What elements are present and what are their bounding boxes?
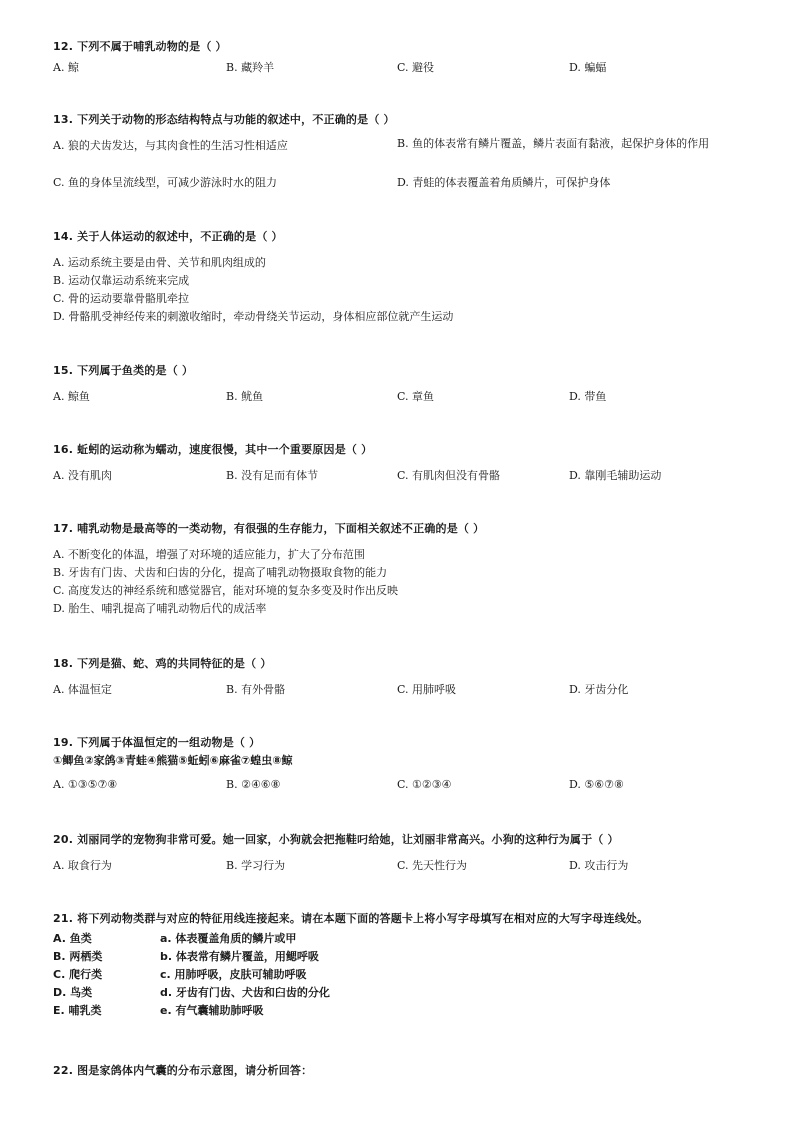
question-stem: 21. 将下列动物类群与对应的特征用线连接起来。请在本题下面的答题卡上将小写字母填写在相对应的大写字母连线处。	[53, 912, 649, 925]
question-stem: 12. 下列不属于哺乳动物的是（ ）	[53, 40, 227, 53]
option-a: A. 没有肌肉	[53, 469, 112, 482]
question-stem: 18. 下列是猫、蛇、鸡的共同特征的是（ ）	[53, 657, 272, 670]
option-d: D. ⑤⑥⑦⑧	[569, 778, 624, 791]
option-b: B. ②④⑥⑧	[226, 778, 281, 791]
question-stem: 17. 哺乳动物是最高等的一类动物，有很强的生存能力，下面相关叙述不正确的是（ ）	[53, 522, 485, 535]
option-a: A. 不断变化的体温，增强了对环境的适应能力，扩大了分布范围	[53, 548, 365, 561]
option-a: A. 体温恒定	[53, 683, 112, 696]
option-b: B. 鱼的体表常有鳞片覆盖，鳞片表面有黏液，起保护身体的作用	[397, 137, 710, 150]
question-stem: 19. 下列属于体温恒定的一组动物是（ ）	[53, 736, 261, 749]
option-d: D. 带鱼	[569, 390, 607, 403]
group-c: C. 爬行类	[53, 968, 103, 981]
option-c: C. 用肺呼吸	[397, 683, 457, 696]
feature-a: a. 体表覆盖角质的鳞片或甲	[160, 932, 297, 945]
option-c: C. 章鱼	[397, 390, 435, 403]
option-b: B. 有外骨骼	[226, 683, 286, 696]
group-b: B. 两栖类	[53, 950, 103, 963]
option-d: D. 骨骼肌受神经传来的刺激收缩时，牵动骨绕关节运动，身体相应部位就产生运动	[53, 310, 454, 323]
option-d: D. 青蛙的体表覆盖着角质鳞片，可保护身体	[397, 176, 611, 189]
feature-b: b. 体表常有鳞片覆盖，用鳃呼吸	[160, 950, 319, 963]
option-c: C. 先天性行为	[397, 859, 468, 872]
option-c: C. 有肌肉但没有骨骼	[397, 469, 501, 482]
option-c: C. 高度发达的神经系统和感觉器官，能对环境的复杂多变及时作出反映	[53, 584, 399, 597]
question-stem: 20. 刘丽同学的宠物狗非常可爱。她一回家，小狗就会把拖鞋叼给她，让刘丽非常高兴。小狗的这种行为属于（ ）	[53, 833, 619, 846]
option-d: D. 靠刚毛辅助运动	[569, 469, 662, 482]
feature-d: d. 牙齿有门齿、犬齿和臼齿的分化	[160, 986, 330, 999]
group-e: E. 哺乳类	[53, 1004, 102, 1017]
option-a: A. ①③⑤⑦⑧	[53, 778, 118, 791]
question-stem: 15. 下列属于鱼类的是（ ）	[53, 364, 194, 377]
option-b: B. 牙齿有门齿、犬齿和臼齿的分化，提高了哺乳动物摄取食物的能力	[53, 566, 388, 579]
group-d: D. 鸟类	[53, 986, 93, 999]
feature-e: e. 有气囊辅助肺呼吸	[160, 1004, 264, 1017]
question-stem: 14. 关于人体运动的叙述中，不正确的是（ ）	[53, 230, 283, 243]
option-c: C. ①②③④	[397, 778, 452, 791]
option-a: A. 鲸鱼	[53, 390, 90, 403]
option-b: B. 学习行为	[226, 859, 286, 872]
option-c: C. 避役	[397, 61, 435, 74]
question-stem: 22. 图是家鸽体内气囊的分布示意图，请分析回答：	[53, 1064, 313, 1077]
option-d: D. 攻击行为	[569, 859, 629, 872]
animal-list: ①鲫鱼②家鸽③青蛙④熊猫⑤蚯蚓⑥麻雀⑦蝗虫⑧鲸	[53, 754, 293, 767]
option-a: A. 鲸	[53, 61, 79, 74]
option-a: A. 狼的犬齿发达，与其肉食性的生活习性相适应	[53, 139, 288, 152]
group-a: A. 鱼类	[53, 932, 92, 945]
option-b: B. 没有足而有体节	[226, 469, 319, 482]
option-c: C. 骨的运动要靠骨骼肌牵拉	[53, 292, 190, 305]
option-c: C. 鱼的身体呈流线型，可减少游泳时水的阻力	[53, 176, 278, 189]
question-stem: 13. 下列关于动物的形态结构特点与功能的叙述中，不正确的是（ ）	[53, 113, 395, 126]
option-d: D. 牙齿分化	[569, 683, 629, 696]
question-stem: 16. 蚯蚓的运动称为蠕动，速度很慢，其中一个重要原因是（ ）	[53, 443, 373, 456]
option-d: D. 胎生、哺乳提高了哺乳动物后代的成活率	[53, 602, 267, 615]
feature-c: c. 用肺呼吸，皮肤可辅助呼吸	[160, 968, 307, 981]
option-a: A. 取食行为	[53, 859, 112, 872]
option-b: B. 藏羚羊	[226, 61, 275, 74]
option-a: A. 运动系统主要是由骨、关节和肌肉组成的	[53, 256, 266, 269]
option-b: B. 运动仅靠运动系统来完成	[53, 274, 190, 287]
option-b: B. 鱿鱼	[226, 390, 264, 403]
option-d: D. 蝙蝠	[569, 61, 607, 74]
